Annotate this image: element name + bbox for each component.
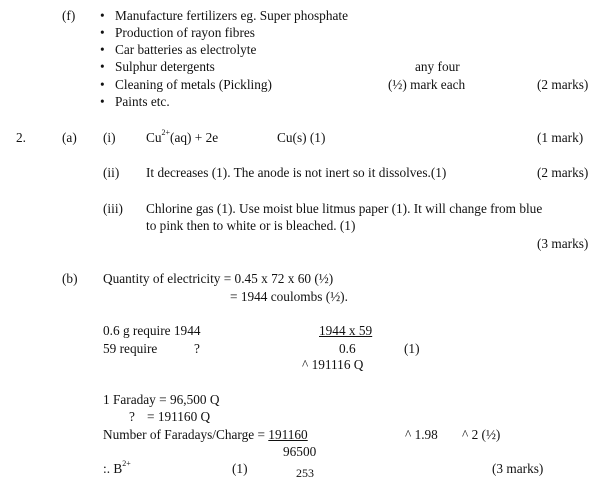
sub-ii-label: (ii) xyxy=(103,165,120,180)
use-item: • Cleaning of metals (Pickling) xyxy=(115,78,272,91)
ratio-row-1: 0.6 g require 1944 xyxy=(103,323,201,338)
sub-iii-answer-line2: to pink then to white or is bleached. (1) xyxy=(146,218,356,233)
use-item: • Car batteries as electrolyte xyxy=(115,43,256,56)
part-f-label: (f) xyxy=(62,8,76,23)
question-number: 2. xyxy=(16,130,26,145)
half-equation-left: $Cu^{2+}(aq) + 2e$ xyxy=(146,128,219,145)
half-mark-note: (½) mark each xyxy=(388,77,466,92)
ratio-row-2: 59 require xyxy=(103,341,158,356)
faradays-approx: ^ 1.98 xyxy=(405,427,438,442)
fraction-numerator: 1944 x 59 xyxy=(319,323,373,338)
quantity-of-electricity: Quantity of electricity = 0.45 x 72 x 60 (½) xyxy=(103,271,334,286)
part-a-label: (a) xyxy=(62,130,77,145)
charge-result: ^ 191116 Q xyxy=(302,357,364,372)
use-item: • Production of rayon fibres xyxy=(115,26,255,39)
sub-ii-answer: It decreases (1). The anode is not inert so it dissolves.(1) xyxy=(146,165,447,180)
fraction-denominator: 0.6 xyxy=(339,341,356,356)
number-of-faradays: Number of Faradays/Charge = 191160 xyxy=(103,427,308,442)
sub-iii-marks: (3 marks) xyxy=(537,236,589,251)
coulombs-result: = 1944 coulombs (½). xyxy=(230,289,348,304)
any-four-note: any four xyxy=(415,59,460,74)
use-item: • Sulphur detergents xyxy=(115,60,215,73)
faraday-charge: = 191160 Q xyxy=(147,409,211,424)
part-b-marks: (3 marks) xyxy=(492,461,544,476)
ion-charge: :. $B^{2+}$ xyxy=(103,459,131,476)
page-number: 253 xyxy=(296,466,314,480)
unknown-mark: ? xyxy=(194,341,200,356)
faradays-denominator: 96500 xyxy=(283,444,317,459)
fraction-mark: (1) xyxy=(404,341,420,356)
part-f-marks: (2 marks) xyxy=(537,77,589,92)
sub-iii-label: (iii) xyxy=(103,201,123,216)
sub-ii-marks: (2 marks) xyxy=(537,165,589,180)
half-equation-right: Cu(s) (1) xyxy=(277,130,326,145)
sub-i-marks: (1 mark) xyxy=(537,130,584,145)
faraday-unknown: ? xyxy=(129,409,135,424)
use-item: • Manufacture fertilizers eg. Super phosphate xyxy=(115,9,348,22)
ion-mark: (1) xyxy=(232,461,248,476)
use-item: • Paints etc. xyxy=(115,95,170,108)
faradays-rounded: ^ 2 (½) xyxy=(462,427,501,442)
sub-i-label: (i) xyxy=(103,130,116,145)
faraday-definition: 1 Faraday = 96,500 Q xyxy=(103,392,220,407)
part-b-label: (b) xyxy=(62,271,78,286)
sub-iii-answer-line1: Chlorine gas (1). Use moist blue litmus paper (1). It will change from blue xyxy=(146,201,543,216)
